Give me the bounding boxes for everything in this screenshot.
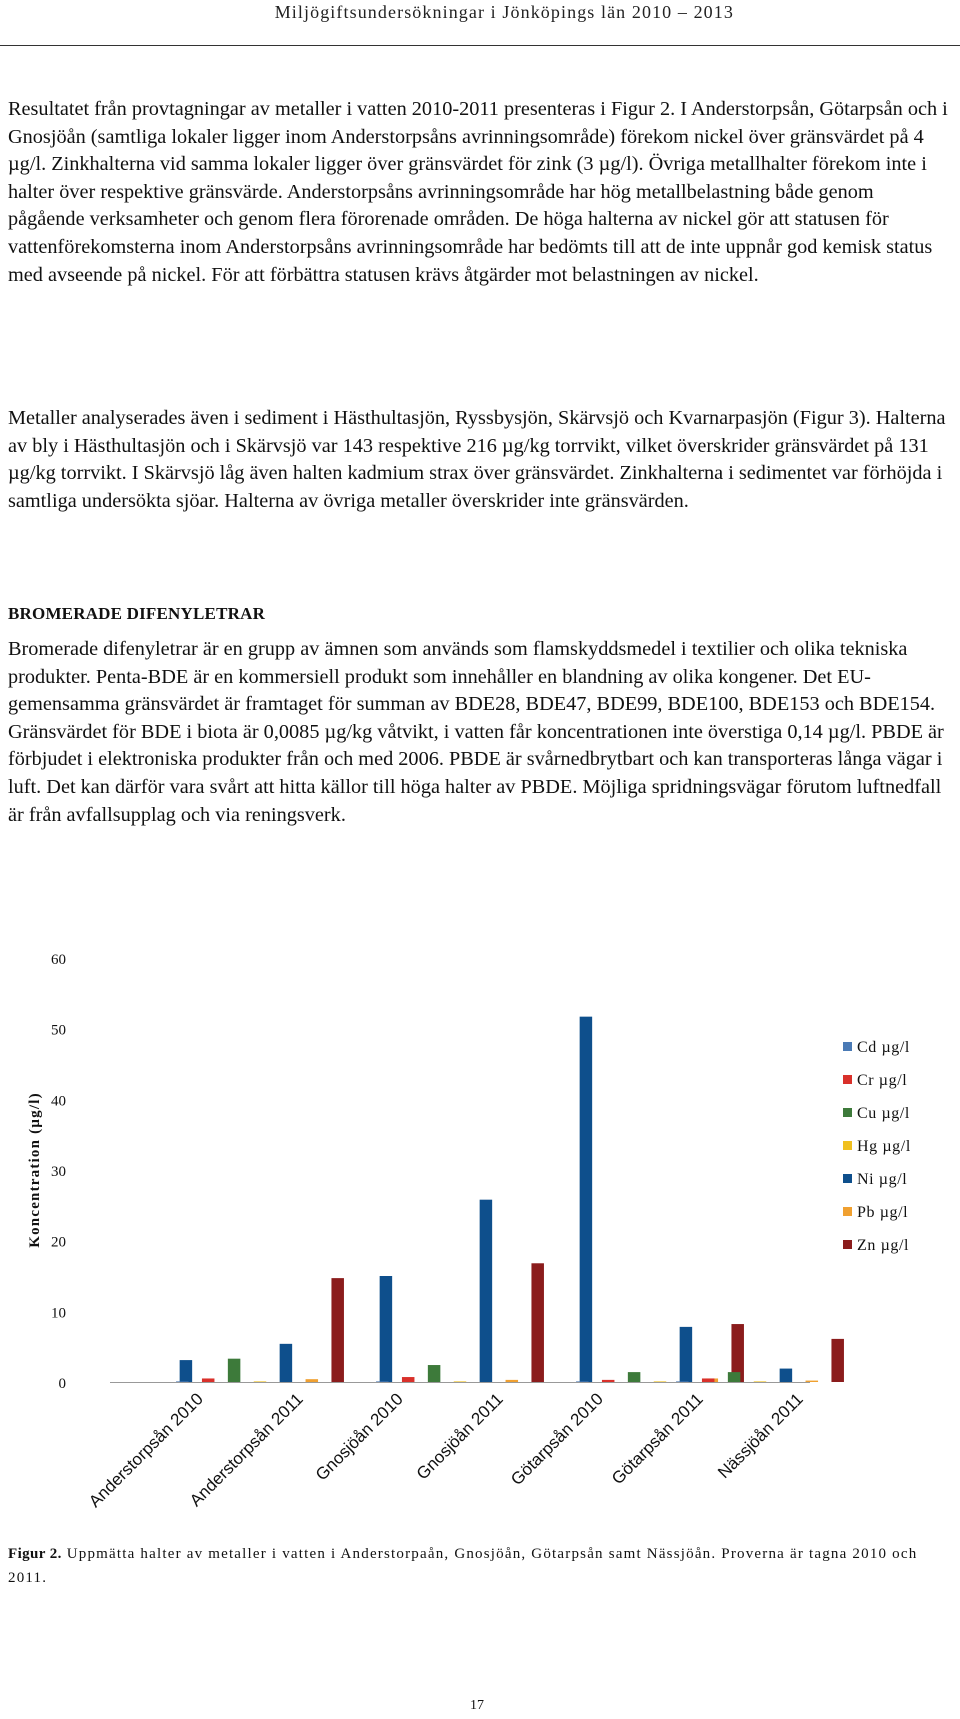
bar — [402, 1377, 415, 1382]
bar — [806, 1381, 819, 1382]
running-header: Miljögiftsundersökningar i Jönköpings län 2010 – 2013 — [274, 2, 734, 22]
bar — [676, 1381, 689, 1382]
bar — [380, 1276, 393, 1382]
x-category-label: Götarpsån 2011 — [608, 1389, 707, 1489]
legend-label: Pb µg/l — [857, 1204, 909, 1221]
bar — [754, 1381, 767, 1382]
bar — [454, 1381, 467, 1382]
bar — [202, 1378, 215, 1382]
bar — [280, 1344, 293, 1382]
bar — [531, 1263, 544, 1382]
x-category-label: Anderstorpsån 2010 — [85, 1389, 207, 1512]
legend-swatch — [843, 1108, 852, 1117]
bar — [480, 1200, 493, 1382]
bar — [728, 1372, 741, 1382]
y-axis-title: Koncentration (µg/l) — [27, 1092, 43, 1248]
bar — [306, 1379, 319, 1382]
y-tick-label: 20 — [51, 1234, 66, 1251]
bar — [602, 1380, 615, 1382]
legend-label: Cd µg/l — [857, 1039, 910, 1056]
legend-swatch — [843, 1240, 852, 1249]
bar — [580, 1017, 593, 1382]
bar — [680, 1327, 693, 1382]
figure-caption — [8, 1542, 952, 1590]
y-tick-label: 40 — [51, 1093, 66, 1110]
x-category-label: Nässjöån 2011 — [714, 1389, 807, 1483]
bar — [228, 1359, 241, 1382]
bar — [780, 1369, 793, 1382]
bar — [576, 1381, 589, 1382]
bar — [654, 1381, 667, 1382]
legend-label: Hg µg/l — [857, 1138, 911, 1155]
legend-swatch — [843, 1174, 852, 1183]
legend-label: Ni µg/l — [857, 1171, 908, 1188]
bde-paragraph: Bromerade difenyletrar är en grupp av ämnen som används som flamskyddsmedel i textilier och olika tekniska produkter. Penta-BDE är en kommersiell produkt som innehåller en blandning av olika kongener. Det EU-gemensamma gränsvärdet är framtaget för summan av BDE28, BDE47, BDE99, BDE100, BDE153 och BDE154. Gränsvärdet för BDE i biota är 0,0085 µg/kg våtvikt, i vatten får koncentrationen inte överstiga 0,14 µg/l. PBDE är förbjudet i elektroniska produkter från och med 2006. PBDE är svårnedbrytbart och kan transporteras långa vägar i luft. Det kan därför vara svårt att hitta källor till höga halter av PBDE. Möjliga spridningsvägar förutom luftnedfall är från avfallsupplag och via reningsverk. — [8, 638, 944, 826]
bar — [176, 1381, 189, 1382]
legend-swatch — [843, 1141, 852, 1150]
header-rule — [0, 45, 960, 46]
bar — [628, 1372, 641, 1382]
y-tick-label: 60 — [51, 952, 66, 968]
metals-bar-chart — [0, 948, 960, 1528]
x-category-label: Götarpsån 2010 — [507, 1389, 607, 1490]
legend-label: Cu µg/l — [857, 1105, 910, 1122]
metals-water-paragraph: Resultatet från provtagningar av metaller i vatten 2010-2011 presenteras i Figur 2. I Anderstorpsån, Götarpsån och i Gnosjöån (samtliga lokaler ligger inom Anderstorpsåns avrinningsområde) förekom nickel över gränsvärdet på 4 µg/l. Zinkhalterna vid samma lokaler ligger över gränsvärdet för zink (3 µg/l). Övriga metallhalter förekom inte i halter över respektive gränsvärde. Anderstorpsåns avrinningsområde har hög metallbelastning både genom pågående verksamheter och genom flera förorenade områden. De höga halterna av nickel gör att statusen för vattenförekomsterna inom Anderstorpsåns avrinningsområde har bedömts till att de inte uppnår god kemisk status med avseende på nickel. För att förbättra statusen krävs åtgärder mot belastningen av nickel. — [8, 98, 948, 286]
bar — [702, 1378, 715, 1382]
x-category-label: Anderstorpsån 2011 — [186, 1389, 307, 1511]
figure-caption-text: Uppmätta halter av metaller i vatten i Anderstorpaån, Gnosjöån, Götarpsån samt Nässjöån. Proverna är tagna 2010 och 2011. — [8, 1546, 918, 1586]
y-tick-label: 50 — [51, 1022, 66, 1039]
legend-swatch — [843, 1075, 852, 1084]
bar — [254, 1381, 267, 1382]
legend-label: Cr µg/l — [857, 1072, 908, 1089]
bar — [428, 1365, 441, 1382]
y-tick-label: 0 — [58, 1376, 66, 1392]
legend-swatch — [843, 1207, 852, 1216]
bar — [180, 1360, 193, 1382]
bar — [331, 1278, 344, 1382]
legend-swatch — [843, 1042, 852, 1051]
y-tick-label: 30 — [51, 1164, 66, 1180]
bar — [506, 1380, 519, 1382]
bar — [376, 1381, 389, 1382]
metals-sediment-paragraph: Metaller analyserades även i sediment i Hästhultasjön, Ryssbysjön, Skärvsjö och Kvarnarpasjön (Figur 3). Halterna av bly i Hästhultasjön och i Skärvsjö var 143 respektive 216 µg/kg torrvikt, vilket överskrider gränsvärdet på 131 µg/kg torrvikt. I Skärvsjö låg även halten kadmium strax över gränsvärdet. Zinkhalterna i sedimentet var förhöjda i samtliga undersökta sjöar. Halterna av övriga metaller överskrider inte gränsvärden. — [8, 407, 946, 512]
x-category-label: Gnosjöån 2010 — [311, 1389, 407, 1485]
x-category-label: Gnosjöån 2011 — [412, 1389, 507, 1484]
bar — [831, 1339, 844, 1382]
legend-label: Zn µg/l — [857, 1237, 910, 1254]
section-heading: BROMERADE DIFENYLETRAR — [8, 604, 266, 623]
page-number: 17 — [470, 1698, 484, 1713]
y-tick-label: 10 — [51, 1305, 66, 1322]
figure-caption-label: Figur 2. — [8, 1546, 62, 1562]
